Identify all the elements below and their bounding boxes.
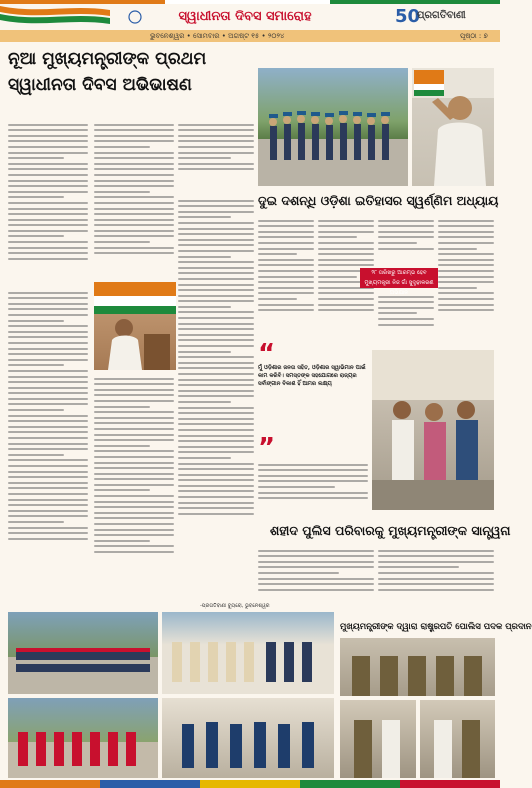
story2-column-1 — [258, 216, 314, 340]
lead-article-column-3b — [178, 196, 254, 606]
march-past-figures — [162, 612, 334, 694]
medal-ceremony-photo[interactable] — [340, 638, 495, 696]
performers — [162, 698, 334, 778]
cultural-programme-photo[interactable] — [162, 698, 334, 778]
march-past-photo[interactable] — [162, 612, 334, 694]
award-photo-1[interactable] — [340, 700, 416, 778]
band-members — [8, 698, 158, 778]
award-photo-2[interactable] — [420, 700, 495, 778]
dateline-bar — [0, 30, 500, 42]
lead-article-column-1 — [8, 120, 88, 285]
section-title: ସ୍ୱାଧୀନତା ଦିବସ ସମାରୋହ — [178, 9, 312, 24]
newspaper-logo[interactable] — [395, 6, 490, 28]
quote-open-icon: “ — [258, 339, 276, 369]
parade-photo[interactable] — [258, 68, 408, 186]
chief-minister-salute-photo[interactable] — [412, 68, 494, 186]
award-figures-1 — [340, 700, 416, 778]
story2-highlight-box: ୨୮ ତାରିଖରୁ ଆରମ୍ଭ ହେବ ମୁଖ୍ୟମନ୍ତ୍ରୀ ନିଜ ଗାଁ ସୁଦୃଢ଼ୀକରଣ ଅଭିଯାନ — [360, 268, 438, 288]
story2-column-4 — [438, 216, 494, 340]
medal-recipients — [340, 638, 495, 696]
condolence-photo[interactable] — [372, 350, 494, 510]
quote-close-icon: ” — [258, 433, 276, 463]
story3-headline[interactable]: ଶହୀଦ ପୁଲିସ ପରିବାରକୁ ମୁଖ୍ୟମନ୍ତ୍ରୀଙ୍କ ସାନ୍ତ୍ୱନା — [270, 523, 511, 538]
award-figures-2 — [420, 700, 495, 778]
lead-article-column-1b — [8, 288, 88, 606]
story2-column-3b — [378, 292, 434, 340]
chief-minister-speech-photo[interactable] — [94, 282, 176, 370]
quote-text: ମୁଁ ଓଡ଼ିଶାର ଜନତା ସହିତ, ଓଡ଼ିଶାର ସ୍ୱାଭିମାନ ପାଇଁ କାମ କରିବି। ସମସ୍ତଙ୍କ ସହଯୋଗରେ ରାଜ୍ୟର ସର୍ବାଙ୍ଗୀନ ବିକାଶ ହିଁ ଆମର ଲକ୍ଷ୍ୟ — [258, 365, 366, 387]
pull-quote — [258, 339, 368, 463]
logo-brand: ପ୍ରଗତିବାଣୀ — [417, 10, 466, 21]
lead-article-column-2 — [94, 120, 174, 280]
story3-column-1 — [258, 546, 374, 606]
marching-contingent — [258, 68, 408, 186]
dateline: ଭୁବନେଶ୍ୱର • ସୋମବାର • ଅଗଷ୍ଟ ୧୫ • ୨୦୨୪ — [150, 32, 285, 40]
parade-rows — [8, 612, 158, 694]
lead-headline[interactable] — [8, 46, 258, 116]
salute-figure — [412, 68, 494, 186]
lead-article-column-2b — [94, 374, 174, 602]
page-number: ପୃଷ୍ଠା : ୭ — [460, 32, 488, 40]
police-parade-photo[interactable] — [8, 612, 158, 694]
lead-article-column-3 — [178, 120, 254, 190]
speaker-figure — [94, 282, 176, 370]
lead-headline-line1: ନୂଆ ମୁଖ୍ୟମନ୍ତ୍ରୀଙ୍କ ପ୍ରଥମ — [8, 49, 207, 69]
logo-number: 50 — [395, 6, 421, 27]
registration-color-band — [0, 780, 500, 788]
story4-headline[interactable]: ମୁଖ୍ୟମନ୍ତ୍ରୀଙ୍କ ଦ୍ୱାରା ରାଷ୍ଟ୍ରପତି ପୋଲିସ ପଦକ ପ୍ରଦାନ — [340, 622, 532, 632]
story2-headline[interactable]: ଦୁଇ ଦଶନ୍ଧି ଓଡ଼ିଶା ଇତିହାସର ସ୍ୱର୍ଣ୍ଣିମ ଅଧ୍ୟାୟ — [258, 193, 499, 208]
lead-headline-line2: ସ୍ୱାଧୀନତା ଦିବସ ଅଭିଭାଷଣ — [8, 75, 192, 95]
story2-column-3 — [378, 216, 434, 264]
lead-byline: -ପ୍ରଗତିବାଣୀ ବ୍ୟୁରୋ, ଭୁବନେଶ୍ୱର — [200, 603, 270, 609]
band-contingent-photo[interactable] — [8, 698, 158, 778]
story3-column-2 — [378, 546, 494, 606]
meeting-scene — [372, 350, 494, 510]
story2-column-lower — [258, 460, 368, 516]
